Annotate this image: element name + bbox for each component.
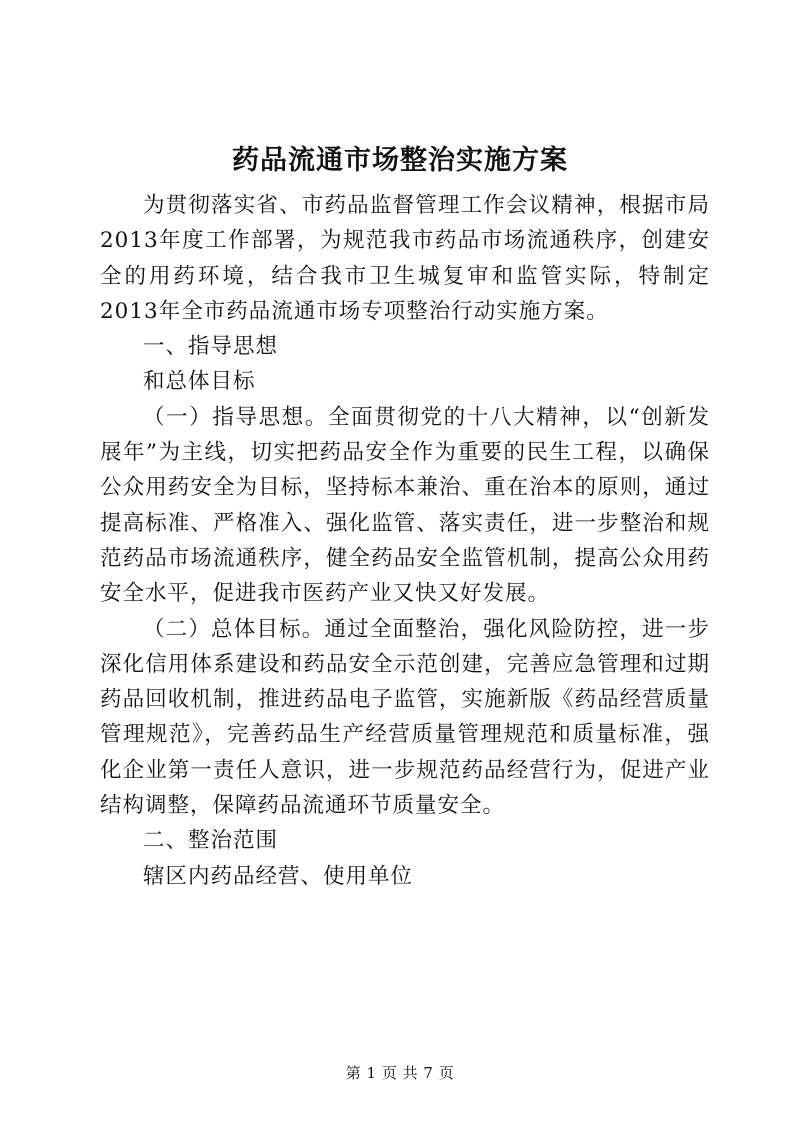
intro-paragraph: 为贯彻落实省、市药品监督管理工作会议精神，根据市局2013年度工作部署，为规范我市药品市场流通秩序，创建安全的用药环境，结合我市卫生城复审和监管实际，特制定2013年全市药品流通市场专项整治行动实施方案。 [100,193,710,324]
document-title: 药品流通市场整治实施方案 [232,145,568,176]
paragraph-overall-goal: （二）总体目标。通过全面整治，强化风险防控，进一步深化信用体系建设和药品安全示范创建，完善应急管理和过期药品回收机制，推进药品电子监管，实施新版《药品经营质量管理规范》，完善药品生产经营质量管理规范和质量标准，强化企业第一责任人意识，进一步规范药品经营行为，促进产业结构调整，保障药品流通环节质量安全。 [100,616,710,819]
section-heading-guiding-thought: 一、指导思想 [143,334,279,360]
section-heading-overall-goal: 和总体目标 [143,369,256,395]
section-heading-scope: 二、整治范围 [143,828,279,854]
paragraph-scope: 辖区内药品经营、使用单位 [143,863,414,889]
document-body [100,188,710,894]
page-number-footer: 第 1 页 共 7 页 [345,1064,455,1082]
paragraph-guiding-thought: （一）指导思想。全面贯彻党的十八大精神，以“创新发展年”为主线，切实把药品安全作为重要的民生工程，以确保公众用药安全为目标，坚持标本兼治、重在治本的原则，通过提高标准、严格准入、强化监管、落实责任，进一步整治和规范药品市场流通秩序，健全药品安全监管机制，提高公众用药安全水平，促进我市医药产业又快又好发展。 [100,404,710,607]
